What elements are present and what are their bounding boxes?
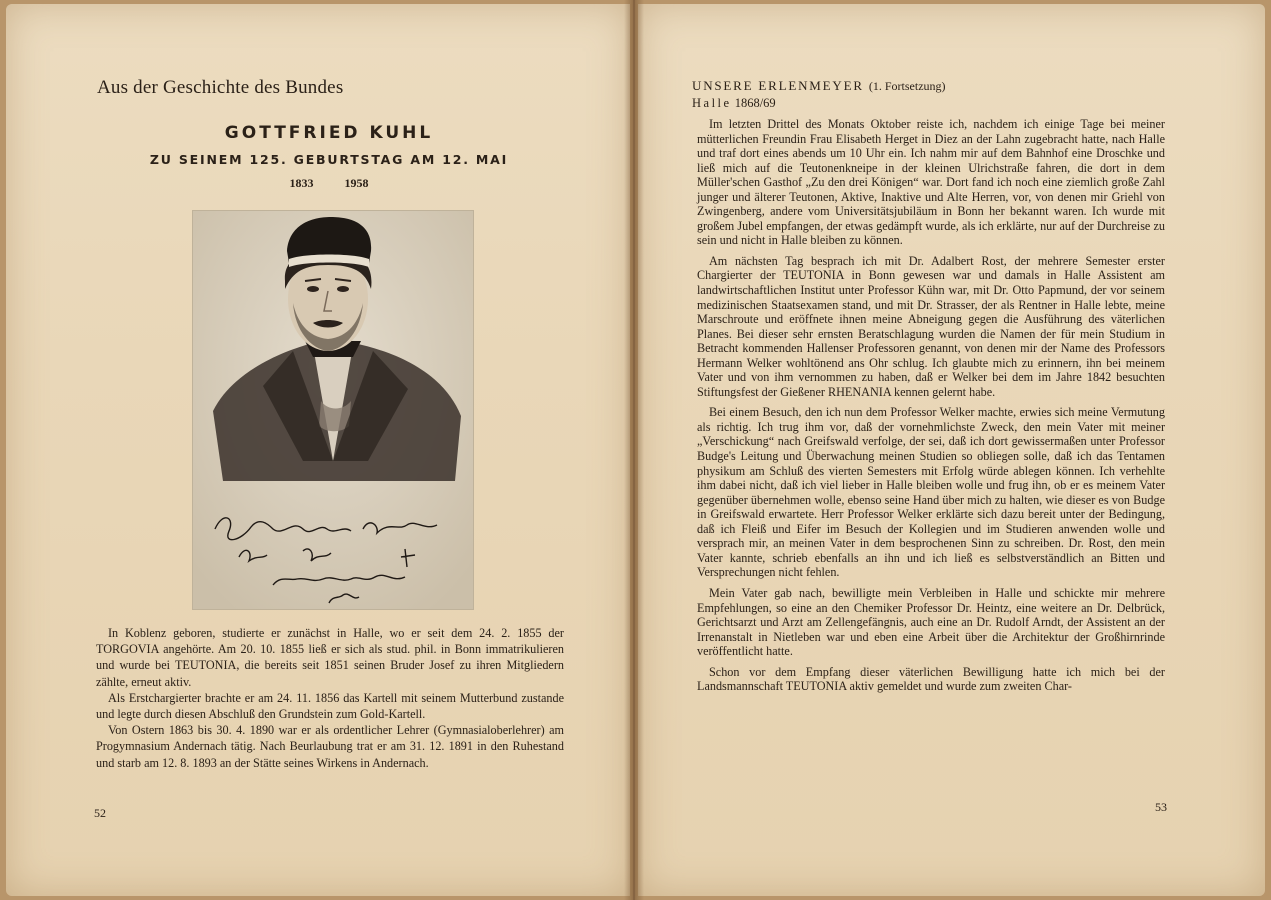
heading-text: UNSERE ERLENMEYER xyxy=(692,78,864,93)
article-body xyxy=(697,117,1165,700)
article-years: 1833 1958 xyxy=(289,176,369,190)
body-paragraph: Bei einem Besuch, den ich nun dem Professor Welker machte, erwies sich meine Vermutung als richtig. Ich trug ihm vor, daß der vornehmlichste Zweck, den mein Vater mit meiner „Verschickung“ nach Greifswald verfolge, der sei, daß ich dort gewissermaßen unter Professor Budge's Leitung und Überwachung meinen Studien so obliegen solle, daß ich das Tentamen physikum am Schluß des vierten Semesters mit Erfolg würde ablegen können. Ich verhehlte ihm dabei nicht, daß ich viel lieber in Halle bleiben wolle und frug ihn, ob er es meinem Vater gegenüber übernehmen wolle, ebenso seine Hand über mich zu halten, wie dieser es von Budge in Greifswald erwartete. Herr Professor Welker erklärte sich dazu bereit unter der Bedingung, daß ich Fleiß und Eifer im Besuch der Kollegien und im Studieren anwenden wolle und versprach mir, an meinen Vater in dem besprochenen Sinn zu schreiben. Dr. Rost, den mein Vater kannte, schrieb ebenfalls an ihn und ich ließ es selbstverständlich an Bitten und Versprechungen nicht fehlen. xyxy=(697,405,1165,580)
article-heading xyxy=(692,78,946,94)
body-paragraph: Im letzten Drittel des Monats Oktober reiste ich, nachdem ich einige Tage bei meiner mütterlichen Freundin Frau Elisabeth Herget in Diez an der Lahn zugebracht hatte, nach Halle und traf dort eines abends um 10 Uhr ein. Ich nahm mir auf dem Bahnhof eine Droschke und ließ mich auf die Teutonenkneipe in der kleinen Ulrichstraße fahren, die dort in dem Müller'schen Gasthof „Zu den drei Königen“ war. Dort fand ich noch eine ziemlich große Zahl junger und älterer Teutonen, Aktive, Inaktive und Alte Herren, vor, von denen mir Griehl von Zwingenberg, andere vom Universitätsjubiläum in Bonn her bekannt waren. Ich wurde mit großem Jubel empfangen, der etwas gedämpft wurde, als ich erklärte, nur auf der Durchreise zu sein und nicht in Halle bleiben zu können. xyxy=(697,117,1165,248)
place-name: Halle xyxy=(692,96,732,110)
page-number-left: 52 xyxy=(94,806,106,820)
place-years: 1868/69 xyxy=(734,96,776,110)
section-heading: Aus der Geschichte des Bundes xyxy=(97,77,344,98)
article-subheading xyxy=(692,96,776,111)
biography-text xyxy=(96,625,564,771)
portrait-engraving-icon xyxy=(193,211,473,609)
bio-paragraph: In Koblenz geboren, studierte er zunächst in Halle, wo er seit dem 24. 2. 1855 der TORGOVIA angehörte. Am 20. 10. 1855 ließ er sich als stud. phil. in Bonn immatrikulieren und wurde bei TEUTONIA, die bereits seit 1851 seinen Bruder Josef zu ihren Mitgliedern zählte, erneut aktiv. xyxy=(96,626,564,689)
article-subtitle: ZU SEINEM 125. GEBURTSTAG AM 12. MAI xyxy=(149,152,509,167)
body-paragraph: Mein Vater gab nach, bewilligte mein Verbleiben in Halle und schickte mir mehrere Empfehlungen, so eine an den Chemiker Professor Dr. Heintz, eine weitere an Dr. Delbrück, Gerichtsarzt und Arzt am Zellengefängnis, auch eine an Dr. Rudolf Arndt, der Assistent an der Irrenanstalt in Nietleben war und eben eine Arbeit über die Architektur der Großhirnrinde veröffentlicht hatte. xyxy=(697,585,1165,659)
page-number-right: 53 xyxy=(1155,800,1167,814)
body-paragraph: Schon vor dem Empfang dieser väterlichen Bewilligung hatte ich mich bei der Landsmannschaft TEUTONIA aktiv gemeldet und wurde zum zweiten Char- xyxy=(697,664,1165,694)
bio-paragraph: Von Ostern 1863 bis 30. 4. 1890 war er als ordentlicher Lehrer (Gymnasialoberlehrer) am Progymnasium Andernach tätig. Nach Beurlaubung trat er am 31. 12. 1891 in den Ruhestand und starb am 12. 8. 1893 an der Stätte seines Wirkens in Andernach. xyxy=(96,723,564,770)
article-title: GOTTFRIED KUHL xyxy=(224,123,434,143)
book-gutter xyxy=(624,0,644,900)
portrait-image xyxy=(192,210,474,610)
heading-note: (1. Fortsetzung) xyxy=(868,79,946,93)
bio-paragraph: Als Erstchargierter brachte er am 24. 11. 1856 das Kartell mit seinem Mutterbund zustande und legte durch diesen Abschluß den Grundstein zum Gold-Kartell. xyxy=(96,690,564,722)
body-paragraph: Am nächsten Tag besprach ich mit Dr. Adalbert Rost, der mehrere Semester erster Chargierter der TEUTONIA in Bonn gewesen war und damals in Halle Assistent am landwirtschaftlichen Institut unter Professor Kühn war, mit Dr. Otto Papmund, der vor seinem medizinischen Staatsexamen stand, und mit Dr. Strasser, der als Rentner in Halle lebte, meine Marschroute und eröffnete ihnen meine Abneigung gegen die Ausführung des väterlichen Planes. Bei dieser sehr ernsten Beratschlagung wurden die Namen der für mein Studium in Betracht kommenden Hallenser Professoren genannt, von denen mir der Name des Professors Hermann Welker wohltönend ans Ohr schlug. Ich glaubte mich zu erinnern, ihn bei meinem Vater und von ihm vernommen zu haben, daß er Welker bei dem im Jahre 1842 besuchten Stiftungsfest der Gießener RHENANIA kennen gelernt habe. xyxy=(697,253,1165,399)
